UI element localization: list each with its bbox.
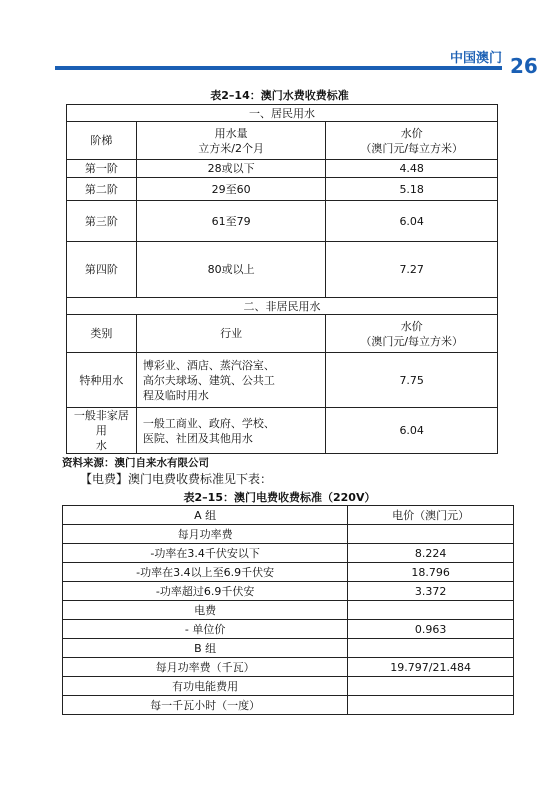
table-row: 第一阶 28或以下 4.48	[67, 160, 498, 178]
table-row: 电费	[63, 601, 514, 620]
section-residential: 一、居民用水	[67, 105, 498, 122]
col-usage: 用水量 立方米/2个月	[136, 122, 326, 160]
section-nonresidential: 二、非居民用水	[67, 298, 498, 315]
table-row: 每一千瓦小时（一度）	[63, 696, 514, 715]
table-row: A 组 电价（澳门元）	[63, 506, 514, 525]
col-price: 水价 （澳门元/每立方米）	[326, 122, 498, 160]
table1-caption: 表2–14：澳门水费收费标准	[210, 89, 349, 102]
table-row: 第三阶 61至79 6.04	[67, 201, 498, 242]
table-row: -功率在3.4千伏安以下 8.224	[63, 544, 514, 563]
water-fee-table	[66, 104, 498, 454]
electricity-fee-table	[62, 505, 514, 715]
table-header-row: 类别 行业 水价 （澳门元/每立方米）	[67, 315, 498, 353]
table-header-row	[67, 122, 498, 160]
table-row: 一般非家居用 水 一般工商业、政府、学校、 医院、社团及其他用水 6.04	[67, 408, 498, 454]
col-tier: 阶梯	[67, 122, 137, 160]
table-row: B 组	[63, 639, 514, 658]
header-title: 中国澳门	[450, 51, 503, 66]
table2-caption: 表2–15：澳门电费收费标准（220V）	[183, 491, 376, 504]
table-row: -功率超过6.9千伏安 3.372	[63, 582, 514, 601]
table-row: -功率在3.4以上至6.9千伏安 18.796	[63, 563, 514, 582]
table-row: 有功电能费用	[63, 677, 514, 696]
table-row: 每月功率费（千瓦） 19.797/21.484	[63, 658, 514, 677]
intro-text: 【电费】澳门电费收费标准见下表：	[80, 472, 273, 486]
source-note: 资料来源：澳门自来水有限公司	[62, 457, 209, 469]
page-number: 26	[510, 54, 538, 78]
table-row: 第二阶 29至60 5.18	[67, 178, 498, 201]
table-row: 特种用水 博彩业、酒店、蒸汽浴室、 高尔夫球场、建筑、公共工 程及临时用水 7.75	[67, 353, 498, 408]
table-row: 第四阶 80或以上 7.27	[67, 242, 498, 298]
header-rule	[55, 66, 502, 70]
table-row: - 单位价 0.963	[63, 620, 514, 639]
table-row: 每月功率费	[63, 525, 514, 544]
